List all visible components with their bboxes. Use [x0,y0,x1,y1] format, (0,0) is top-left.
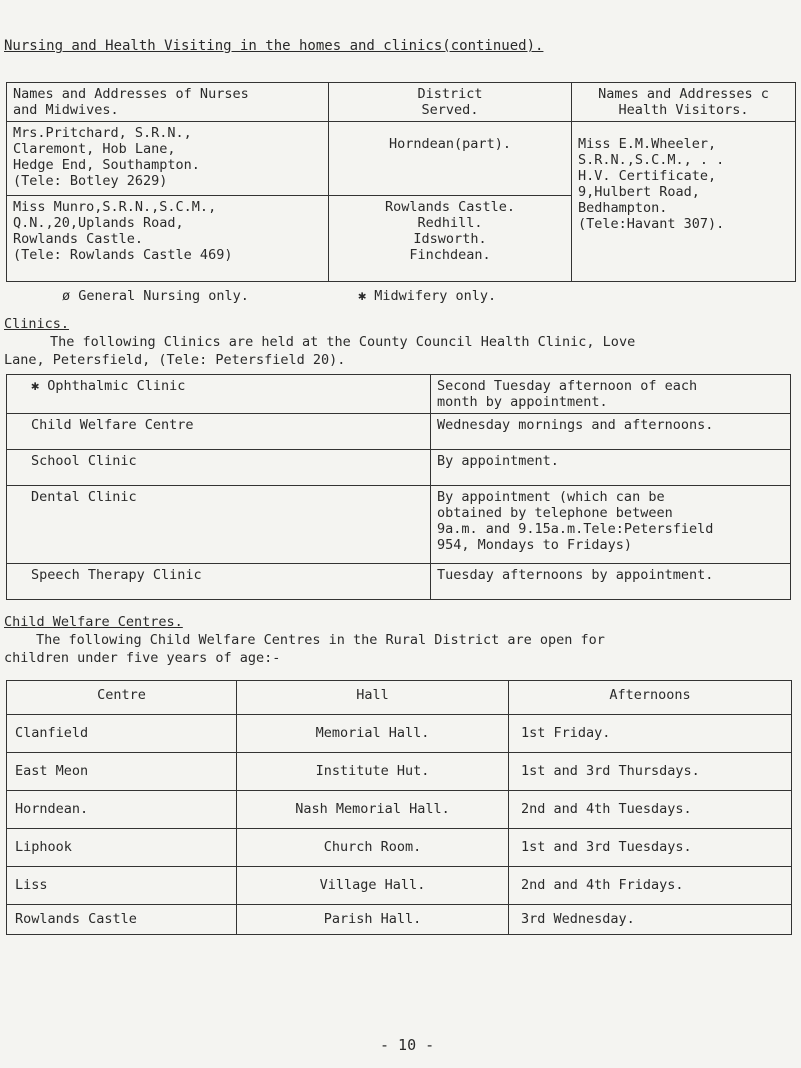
clinic-time-dental: By appointment (which can be obtained by telephone between 9a.m. and 9.15a.m.Tele:Petersfield 954, Mondays to Fridays) [431,486,791,564]
table-row [7,905,792,935]
afternoons-cell: 1st Friday. [509,715,792,753]
nurses-table [6,82,796,282]
centre-cell: Liphook [7,829,237,867]
visitors-header: Names and Addresses c Health Visitors. [572,83,796,122]
child-welfare-intro-1: The following Child Welfare Centres in the Rural District are open for [36,632,605,648]
district-header: District Served. [329,83,572,122]
centres-table [6,680,792,935]
nurse-row-2-names: Miss Munro,S.R.N.,S.C.M., Q.N.,20,Uplands Road, Rowlands Castle. (Tele: Rowlands Castle 469) [7,196,329,282]
child-welfare-title: Child Welfare Centres. [4,614,183,630]
hall-cell: Institute Hut. [237,753,509,791]
child-welfare-intro-2: children under five years of age:- [4,650,281,666]
afternoons-header: Afternoons [509,681,792,715]
clinic-time-ophthalmic: Second Tuesday afternoon of each month by appointment. [431,375,791,414]
hall-cell: Parish Hall. [237,905,509,935]
table-row [7,715,792,753]
clinic-time-child-welfare: Wednesday mornings and afternoons. [431,414,791,450]
clinics-intro-2: Lane, Petersfield, (Tele: Petersfield 20). [4,352,346,368]
page-number: - 10 - [380,1036,435,1054]
nurses-header: Names and Addresses of Nurses and Midwives. [7,83,329,122]
clinic-name-speech: Speech Therapy Clinic [7,564,431,600]
clinic-name-ophthalmic: ✱ Ophthalmic Clinic [7,375,431,414]
afternoons-cell: 1st and 3rd Tuesdays. [509,829,792,867]
hall-header: Hall [237,681,509,715]
nurse-row-1-district: Horndean(part). [329,122,572,196]
centre-cell: Clanfield [7,715,237,753]
note-general-nursing: ø General Nursing only. [62,288,249,304]
hall-cell: Nash Memorial Hall. [237,791,509,829]
centre-cell: Liss [7,867,237,905]
clinic-name-dental: Dental Clinic [7,486,431,564]
nurse-row-2-district: Rowlands Castle. Redhill. Idsworth. Finchdean. [329,196,572,282]
centre-cell: Rowlands Castle [7,905,237,935]
clinics-table [6,374,791,600]
clinic-time-school: By appointment. [431,450,791,486]
clinic-name-school: School Clinic [7,450,431,486]
clinic-time-speech: Tuesday afternoons by appointment. [431,564,791,600]
afternoons-cell: 2nd and 4th Fridays. [509,867,792,905]
page-heading: Nursing and Health Visiting in the homes and clinics(continued). [4,38,544,54]
table-row [7,829,792,867]
centre-cell: East Meon [7,753,237,791]
health-visitor-cell: Miss E.M.Wheeler, S.R.N.,S.C.M., . . H.V. Certificate, 9,Hulbert Road, Bedhampton. (Tele:Havant 307). [572,122,796,282]
table-row [7,867,792,905]
hall-cell: Village Hall. [237,867,509,905]
afternoons-cell: 2nd and 4th Tuesdays. [509,791,792,829]
table-row [7,791,792,829]
afternoons-cell: 3rd Wednesday. [509,905,792,935]
clinics-title: Clinics. [4,316,70,332]
centre-cell: Horndean. [7,791,237,829]
hall-cell: Memorial Hall. [237,715,509,753]
hall-cell: Church Room. [237,829,509,867]
centre-header: Centre [7,681,237,715]
table-row [7,753,792,791]
nurse-row-1-names: Mrs.Pritchard, S.R.N., Claremont, Hob Lane, Hedge End, Southampton. (Tele: Botley 2629) [7,122,329,196]
afternoons-cell: 1st and 3rd Thursdays. [509,753,792,791]
note-midwifery: ✱ Midwifery only. [358,288,497,304]
clinics-intro-1: The following Clinics are held at the County Council Health Clinic, Love [50,334,636,350]
clinic-name-child-welfare: Child Welfare Centre [7,414,431,450]
